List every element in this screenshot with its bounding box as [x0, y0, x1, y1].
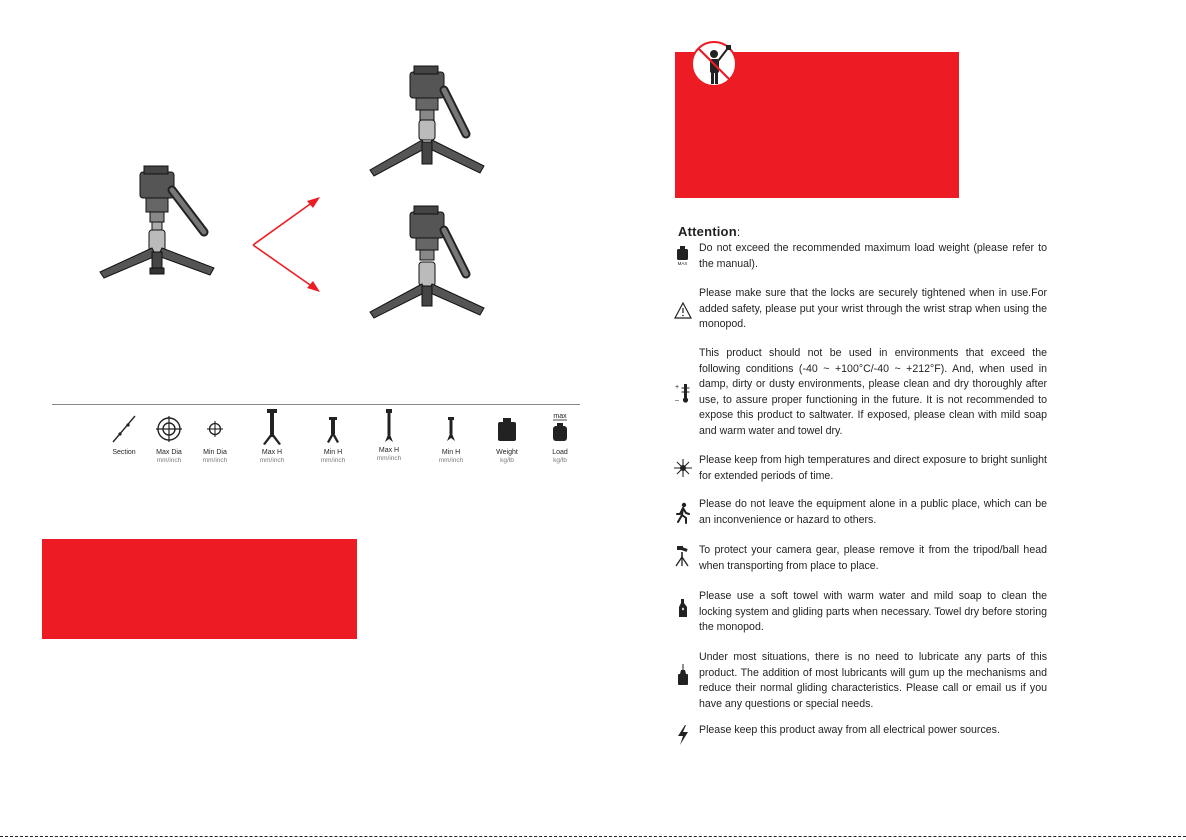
spec-name: Section [112, 449, 136, 456]
attention-item-transport: To protect your camera gear, please remove it from the tripod/ball head when transporting from place to place. [699, 544, 1047, 572]
attention-colon: : [736, 225, 741, 239]
min-height-monopod-icon [436, 412, 466, 446]
tripod-base-illustration [92, 160, 222, 290]
spec-name: Min Dia [203, 449, 227, 456]
tripod-camera-icon [674, 545, 692, 567]
spec-unit: mm/inch [156, 457, 182, 464]
spec-unit: mm/inch [259, 457, 285, 464]
spec-unit: mm/inch [320, 457, 346, 464]
load-max-badge: max [553, 413, 567, 420]
attention-heading [678, 224, 740, 239]
sun-icon [674, 457, 692, 479]
attention-item-public-place: Please do not leave the equipment alone in a public place, which can be an inconvenience or hazard to others. [699, 498, 1047, 526]
spec-min-h [305, 412, 361, 465]
attention-item-cleaning: Please use a soft towel with warm water and mild soap to clean the locking system and gliding parts when necessary. Towel dry before storing the monopod. [699, 590, 1047, 633]
max-load-icon [674, 244, 692, 266]
spec-min-dia [187, 412, 243, 465]
svg-text:–: – [675, 397, 679, 404]
spec-name: Min H [323, 449, 343, 456]
warning-icon [674, 300, 692, 322]
max-diameter-icon [154, 412, 184, 446]
attention-title: Attention [678, 224, 737, 239]
attention-item-lubrication: Under most situations, there is no need to lubricate any parts of this product. The addition of most lubricants will gum up the mechanisms and reduce their normal gliding characteristics. Please call or email us if you have any questions or special needs. [699, 651, 1047, 710]
tripod-base-illustration-bottom [362, 202, 492, 327]
spec-unit: mm/inch [376, 455, 402, 462]
soap-bottle-icon [674, 597, 692, 619]
spec-unit: mm/inch [438, 457, 464, 464]
spec-name: Weight [496, 449, 518, 456]
attention-item-electrical: Please keep this product away from all electrical power sources. [699, 724, 1000, 736]
attention-item-max-load: Do not exceed the recommended maximum load weight (please refer to the manual). [699, 242, 1047, 270]
spec-divider [52, 404, 580, 405]
max-height-icon [257, 408, 287, 446]
red-notice-block [42, 539, 357, 639]
tripod-base-illustration-top [362, 62, 492, 187]
min-height-icon [318, 412, 348, 446]
load-icon [545, 410, 575, 446]
spec-name: Max Dia [156, 449, 182, 456]
temperature-icon [674, 382, 692, 404]
spec-unit: kg/lb [553, 457, 567, 464]
spec-name: Max H [261, 449, 283, 456]
spec-min-h-monopod [423, 412, 479, 465]
max-load-icon-label: MAX [677, 261, 688, 266]
attention-item-temperature: Please keep from high temperatures and direct exposure to bright sunlight for extended periods of time. [699, 454, 1047, 482]
no-selfie-stick-icon [690, 40, 738, 88]
lightning-icon [674, 724, 692, 746]
walking-person-icon [674, 502, 692, 524]
spec-load [532, 410, 588, 465]
spec-unit: kg/lb [500, 457, 514, 464]
min-diameter-icon [200, 412, 230, 446]
spec-name: Max H [378, 447, 400, 454]
lubricant-icon [674, 664, 692, 686]
spec-name: Min H [441, 449, 461, 456]
weight-icon [492, 412, 522, 446]
spec-weight [479, 412, 535, 465]
attention-item-locks: Please make sure that the locks are securely tightened when in use.For added safety, please put your wrist through the wrist strap when using the monopod. [699, 287, 1047, 330]
attention-item-environment: This product should not be used in environments that exceed the following conditions (-40 ~ +100°C/-40 ~ +212°F). And, when used in damp, dirty or dusty environments, please clean and dry thoroughly after use, to assure proper functioning in the future. It is not recommended to expose this product to saltwater. If exposed, please clean with mild soap and warm water and towel dry. [699, 347, 1047, 437]
spec-name: Load [552, 449, 568, 456]
spec-max-h-monopod [361, 408, 417, 463]
section-icon [109, 412, 139, 446]
spec-max-h [244, 408, 300, 465]
max-height-monopod-icon [374, 408, 404, 444]
page-bottom-border [0, 836, 1186, 837]
split-arrows [245, 190, 330, 300]
spec-unit: mm/inch [202, 457, 228, 464]
svg-text:+: + [675, 384, 680, 391]
